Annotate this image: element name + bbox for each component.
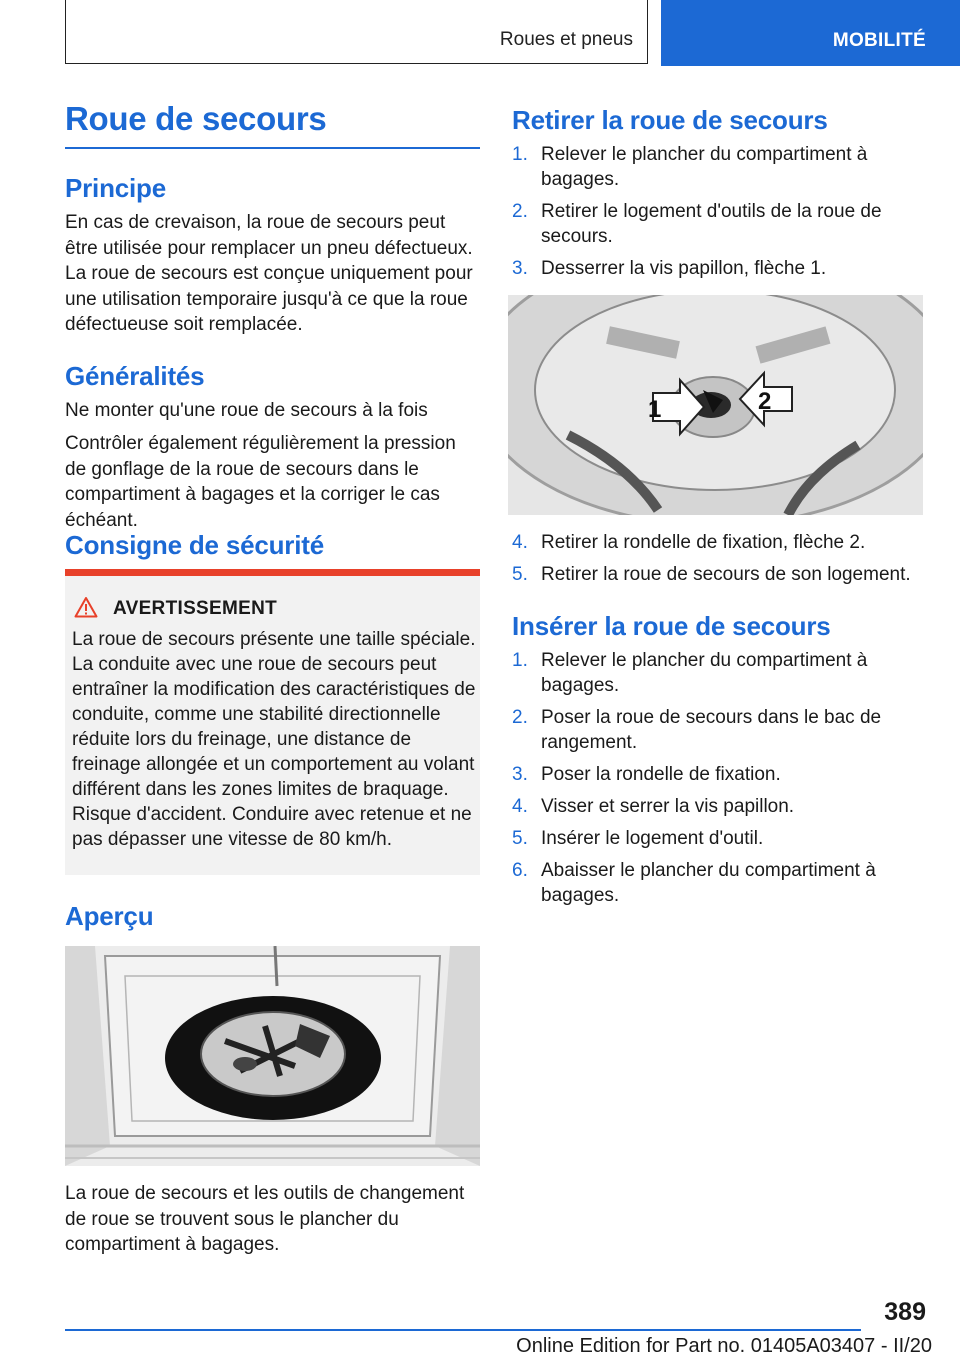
retirer-steps-list-continued xyxy=(512,530,924,587)
step-number: 2. xyxy=(512,707,528,728)
step-text: Abaisser le plancher du compartiment à bagages. xyxy=(541,860,876,906)
step-item xyxy=(512,762,924,787)
page-title: Roue de secours xyxy=(65,100,327,137)
step-item xyxy=(512,794,924,819)
heading-retirer: Retirer la roue de secours xyxy=(512,105,828,135)
step-number: 5. xyxy=(512,828,528,849)
wing-nut-image xyxy=(508,295,923,515)
step-number: 3. xyxy=(512,764,528,785)
header-chapter-label: MOBILITÉ xyxy=(832,30,926,51)
step-item xyxy=(512,562,924,587)
title-rule xyxy=(65,147,480,149)
step-number: 1. xyxy=(512,144,528,165)
step-item xyxy=(512,858,924,908)
heading-inserer: Insérer la roue de secours xyxy=(512,611,831,641)
heading-generalites: Généralités xyxy=(65,361,205,391)
header-chapter-tab xyxy=(661,0,960,66)
step-text: Poser la roue de secours dans le bac de rangement. xyxy=(541,707,882,753)
page-number: 389 xyxy=(884,1298,926,1326)
step-text: Poser la rondelle de fixation. xyxy=(541,764,781,785)
step-text: Retirer la rondelle de fixation, flèche 2. xyxy=(541,532,866,553)
warning-label: AVERTISSEMENT xyxy=(113,598,278,619)
step-text: Insérer le logement d'outil. xyxy=(541,828,764,849)
heading-principe: Principe xyxy=(65,173,166,203)
step-item xyxy=(512,705,924,755)
header-section-box xyxy=(65,0,648,64)
warning-box xyxy=(65,569,480,875)
warning-triangle-icon xyxy=(74,596,98,618)
step-item xyxy=(512,142,924,192)
figure-label-2: 2 xyxy=(758,388,772,415)
step-number: 5. xyxy=(512,564,528,585)
step-number: 4. xyxy=(512,532,528,553)
principe-text: En cas de crevaison, la roue de secours peut être utilisée pour remplacer un pneu défectueux. La roue de secours est conçue uniquement pour une utilisation temporaire jusqu'à ce que la roue défectueuse soit remplacée. xyxy=(65,212,473,335)
step-number: 1. xyxy=(512,650,528,671)
step-text: Desserrer la vis papillon, flèche 1. xyxy=(541,258,827,279)
step-text: Retirer la roue de secours de son logement. xyxy=(541,564,911,585)
page-header xyxy=(0,0,960,66)
generalites-text-1: Ne monter qu'une roue de secours à la fois xyxy=(65,400,428,421)
warning-text: La roue de secours présente une taille spéciale. La conduite avec une roue de secours peut entraîner la modification des caractéristiques de conduite, comme une stabilité directionnelle réduite lors du freinage, une distance de freinage allongée et un comportement au volant différent dans les zones limites de braquage. Risque d'accident. Conduire avec retenue et ne pas dépasser une vitesse de 80 km/h. xyxy=(72,629,476,850)
step-number: 3. xyxy=(512,258,528,279)
generalites-text-2: Contrôler également régulièrement la pression de gonflage de la roue de secours dans le compartiment à bagages et la corriger le cas échéant. xyxy=(65,433,456,531)
retirer-steps-list xyxy=(512,142,924,281)
warning-bar xyxy=(65,569,480,576)
inserer-steps-list xyxy=(512,648,924,908)
step-text: Relever le plancher du compartiment à bagages. xyxy=(541,144,868,190)
step-number: 2. xyxy=(512,201,528,222)
apercu-caption: La roue de secours et les outils de changement de roue se trouvent sous le plancher du compartiment à bagages. xyxy=(65,1183,465,1255)
step-text: Relever le plancher du compartiment à bagages. xyxy=(541,650,868,696)
step-item xyxy=(512,530,924,555)
step-item xyxy=(512,826,924,851)
step-item xyxy=(512,199,924,249)
heading-apercu: Aperçu xyxy=(65,901,154,931)
header-section-title: Roues et pneus xyxy=(499,29,633,50)
step-number: 6. xyxy=(512,860,528,881)
step-item xyxy=(512,256,924,281)
heading-consigne: Consigne de sécurité xyxy=(65,530,324,560)
figure-label-1: 1 xyxy=(648,396,662,423)
trunk-spare-wheel-image xyxy=(65,946,480,1166)
step-number: 4. xyxy=(512,796,528,817)
footer-edition: Online Edition for Part no. 01405A03407 - II/20 xyxy=(516,1335,932,1357)
step-text: Visser et serrer la vis papillon. xyxy=(541,796,795,817)
step-text: Retirer le logement d'outils de la roue de secours. xyxy=(541,201,882,247)
footer-rule xyxy=(65,1329,861,1331)
step-item xyxy=(512,648,924,698)
